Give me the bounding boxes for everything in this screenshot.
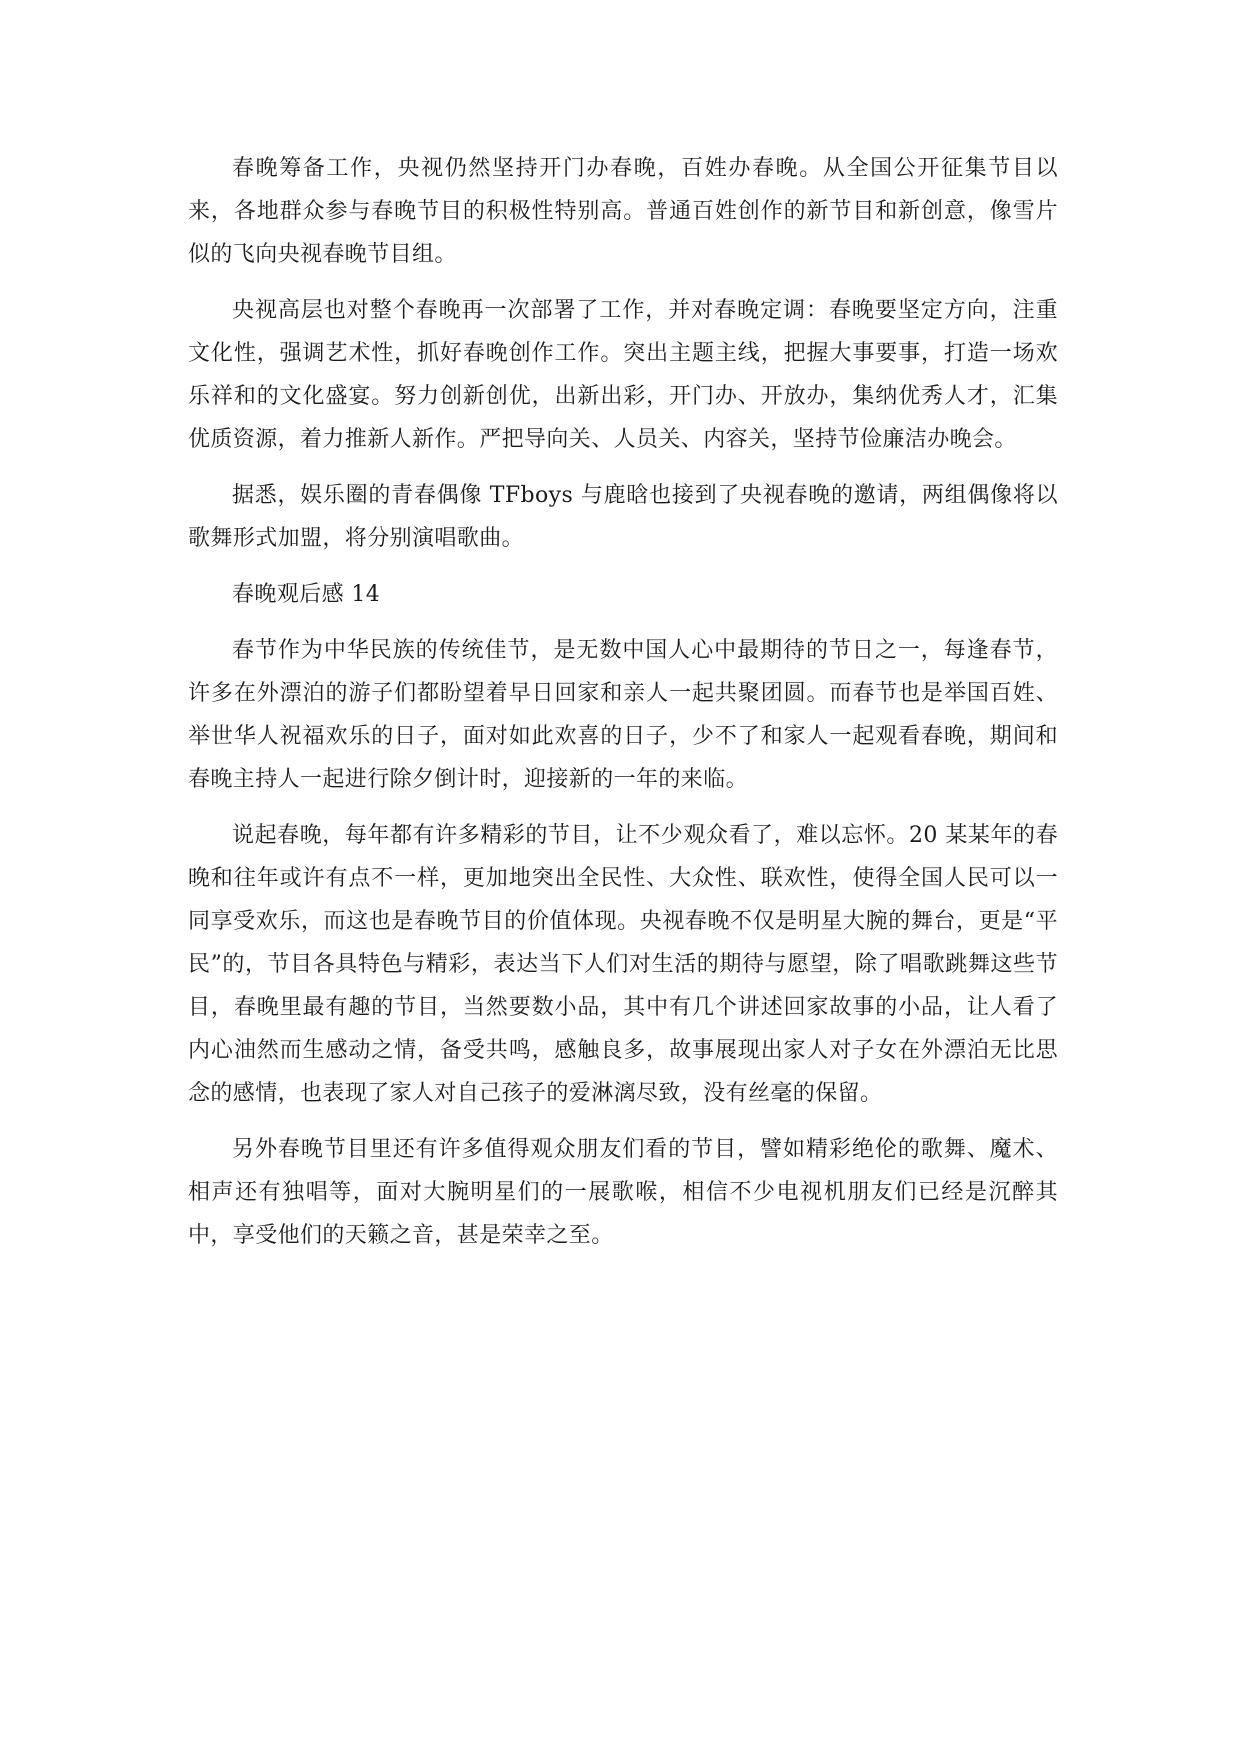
paragraph-cctv-deployment: 央视高层也对整个春晚再一次部署了工作，并对春晚定调：春晚要坚定方向，注重文化性，强调艺术性，抓好春晚创作工作。突出主题主线，把握大事要事，打造一场欢乐祥和的文化盛宴。努力创新创优，出新出彩，开门办、开放办，集纳优秀人才，汇集优质资源，着力推新人新作。严把导向关、人员关、内容关，坚持节俭廉洁办晚会。 [188, 298, 1058, 452]
paragraph-spring-festival: 春节作为中华民族的传统佳节，是无数中国人心中最期待的节日之一，每逢春节，许多在外漂泊的游子们都盼望着早日回家和亲人一起共聚团圆。而春节也是举国百姓、举世华人祝福欢乐的日子，面对如此欢喜的日子，少不了和家人一起观看春晚，期间和春晚主持人一起进行除夕倒计时，迎接新的一年的来临。 [188, 638, 1058, 792]
document-body [188, 147, 1058, 1270]
paragraph-programs: 说起春晚，每年都有许多精彩的节目，让不少观众看了，难以忘怀。20 某某年的春晚和往年或许有点不一样，更加地突出全民性、大众性、联欢性，使得全国人民可以一同享受欢乐，而这也是春晚节目的价值体现。央视春晚不仅是明星大腕的舞台，更是“平民”的，节目各具特色与精彩，表达当下人们对生活的期待与愿望，除了唱歌跳舞这些节目，春晚里最有趣的节目，当然要数小品，其中有几个讲述回家故事的小品，让人看了内心油然而生感动之情，备受共鸣，感触良多，故事展现出家人对子女在外漂泊无比思念的感情，也表现了家人对自己孩子的爱淋漓尽致，没有丝毫的保留。 [188, 823, 1058, 1106]
paragraph-other-programs: 另外春晚节目里还有许多值得观众朋友们看的节目，譬如精彩绝伦的歌舞、魔术、相声还有独唱等，面对大腕明星们的一展歌喉，相信不少电视机朋友们已经是沉醉其中，享受他们的天籁之音，甚是荣幸之至。 [188, 1137, 1058, 1248]
section-heading: 春晚观后感 14 [232, 582, 381, 607]
paragraph-preparation: 春晚筹备工作，央视仍然坚持开门办春晚，百姓办春晚。从全国公开征集节目以来，各地群众参与春晚节目的积极性特别高。普通百姓创作的新节目和新创意，像雪片似的飞向央视春晚节目组。 [188, 156, 1058, 267]
paragraph-tfboys: 据悉，娱乐圈的青春偶像 TFboys 与鹿晗也接到了央视春晚的邀请，两组偶像将以歌舞形式加盟，将分别演唱歌曲。 [188, 483, 1058, 551]
